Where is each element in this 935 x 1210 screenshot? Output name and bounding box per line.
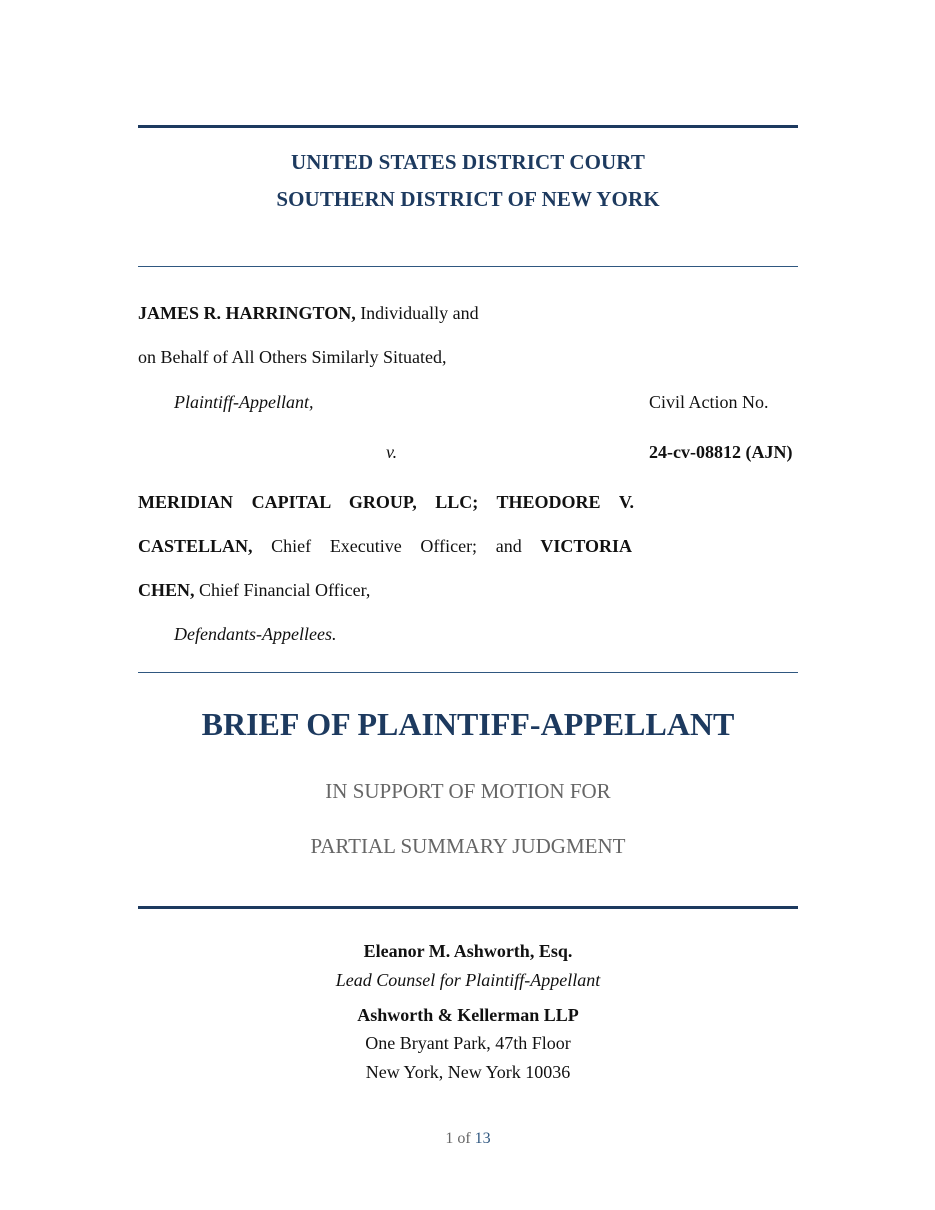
page-number bbox=[138, 1130, 798, 1148]
counsel-role: Lead Counsel for Plaintiff-Appellant bbox=[335, 970, 601, 990]
counsel-name: Eleanor M. Ashworth, Esq. bbox=[363, 941, 573, 961]
plaintiff-line-1 bbox=[138, 303, 479, 324]
versus: v. bbox=[386, 442, 398, 462]
total-pages: 13 bbox=[474, 1130, 491, 1147]
court-name-line-2: SOUTHERN DISTRICT OF NEW YORK bbox=[276, 187, 660, 211]
plaintiff-name: JAMES R. HARRINGTON, bbox=[138, 303, 356, 323]
top-rule bbox=[138, 125, 798, 128]
plaintiff-desc-2: on Behalf of All Others Similarly Situated, bbox=[138, 347, 447, 367]
brief-title: BRIEF OF PLAINTIFF-APPELLANT bbox=[201, 706, 735, 742]
counsel-rule bbox=[138, 906, 798, 909]
defendant-word: Executive bbox=[329, 536, 402, 556]
defendants-line-2 bbox=[138, 536, 632, 557]
defendants-line-1 bbox=[138, 492, 634, 513]
defendant-name: VICTORIA bbox=[540, 536, 633, 556]
defendant-word: MERIDIAN bbox=[138, 492, 234, 512]
defendant-word: THEODORE bbox=[496, 492, 601, 512]
civil-action-number: 24-cv-08812 (AJN) bbox=[649, 442, 793, 462]
counsel-address-1: One Bryant Park, 47th Floor bbox=[365, 1033, 571, 1053]
court-name-line-1: UNITED STATES DISTRICT COURT bbox=[291, 150, 645, 174]
defendant-word: LLC; bbox=[435, 492, 479, 512]
defendant-word: GROUP, bbox=[348, 492, 417, 512]
page-of: of bbox=[457, 1130, 471, 1147]
defendants-role: Defendants-Appellees. bbox=[174, 624, 337, 644]
caption-bottom-rule bbox=[138, 672, 798, 673]
civil-action-label: Civil Action No. bbox=[649, 392, 769, 412]
defendant-word: and bbox=[495, 536, 522, 556]
counsel-address-2: New York, New York 10036 bbox=[365, 1062, 571, 1082]
brief-subtitle-2: PARTIAL SUMMARY JUDGMENT bbox=[310, 834, 626, 858]
defendant-desc: Chief Financial Officer, bbox=[199, 580, 371, 600]
plaintiff-role: Plaintiff-Appellant, bbox=[174, 392, 314, 412]
defendant-word: V. bbox=[618, 492, 635, 512]
defendants-line-3 bbox=[138, 580, 370, 601]
caption-top-rule bbox=[138, 266, 798, 267]
defendant-word: CAPITAL bbox=[251, 492, 331, 512]
defendant-word: Chief bbox=[271, 536, 312, 556]
brief-subtitle-1: IN SUPPORT OF MOTION FOR bbox=[325, 779, 611, 803]
defendant-name: CASTELLAN, bbox=[138, 536, 253, 556]
counsel-firm: Ashworth & Kellerman LLP bbox=[357, 1005, 579, 1025]
plaintiff-desc-1: Individually and bbox=[360, 303, 479, 323]
defendant-word: Officer; bbox=[420, 536, 478, 556]
current-page: 1 bbox=[445, 1130, 454, 1147]
defendant-name: CHEN, bbox=[138, 580, 195, 600]
